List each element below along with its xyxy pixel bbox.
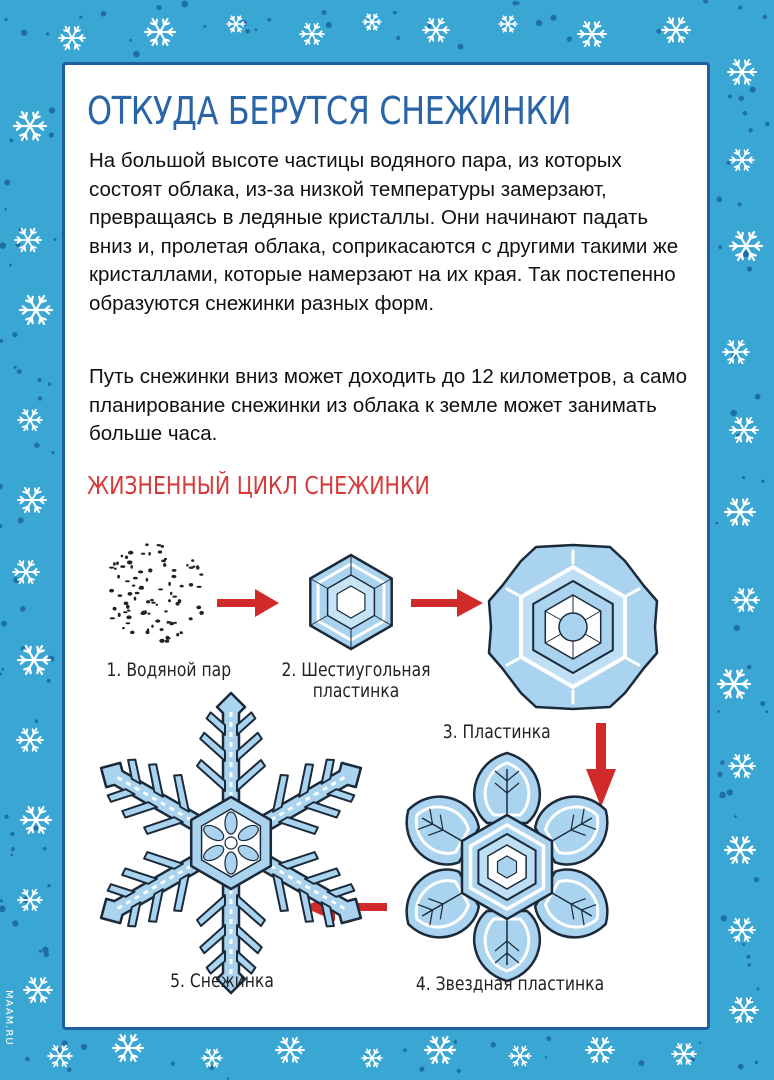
water-vapor-icon xyxy=(109,543,204,643)
frame-dot xyxy=(21,29,28,36)
frame-dot xyxy=(454,1040,458,1044)
frame-dot xyxy=(255,28,258,31)
stage-5-label: 5. Снежинка xyxy=(170,970,274,992)
paragraph-path: Путь снежинки вниз может доходить до 12 километров, а само планирование снежинки из облака к земле может занимать больше часа. xyxy=(89,365,688,446)
frame-dot xyxy=(717,710,720,713)
frame-dot xyxy=(0,673,2,676)
vapor-droplet xyxy=(196,606,201,610)
dendrite-arm xyxy=(197,693,265,813)
vapor-droplet xyxy=(165,640,170,643)
snowflake-icon xyxy=(362,1049,382,1066)
frame-dot xyxy=(703,0,708,4)
frame-dot xyxy=(54,238,57,241)
snowflake-icon xyxy=(725,499,755,525)
hexagonal-plate-icon xyxy=(310,555,391,649)
vapor-droplet xyxy=(157,544,162,546)
snowflake-icon xyxy=(276,1038,304,1062)
vapor-droplet xyxy=(135,592,140,595)
frame-dot xyxy=(25,1057,30,1062)
vapor-droplet xyxy=(114,568,117,570)
vapor-droplet xyxy=(138,570,143,573)
vapor-droplet xyxy=(146,630,150,634)
frame-dot xyxy=(11,854,14,857)
vapor-droplet xyxy=(122,627,125,629)
frame-dot xyxy=(38,396,42,400)
vapor-droplet xyxy=(191,559,194,562)
frame-dot xyxy=(49,132,54,137)
frame-dot xyxy=(2,668,5,671)
vapor-droplet xyxy=(126,605,130,609)
stage-2-label-line2: пластинка xyxy=(312,680,400,702)
frame-dot xyxy=(545,1056,547,1058)
frame-dot xyxy=(9,139,13,143)
vapor-droplet xyxy=(148,568,152,572)
frame-dot xyxy=(747,665,752,670)
paragraph-formation: На большой высоте частицы водяного пара, из которых состоят облака, из-за низкой температуры замерзают, превращаясь в ледяные кристаллы. Они начинают падать вниз и, пролетая облака, соприкасаются с другими такими же кристаллами, которые намерзают на их края. Так постепенно образуются снежинки разных форм. xyxy=(89,149,679,315)
frame-dot xyxy=(39,950,42,953)
vapor-droplet xyxy=(120,565,125,568)
frame-dot xyxy=(203,25,206,28)
vapor-droplet xyxy=(163,563,166,567)
frame-dot xyxy=(727,789,733,795)
snowflake-icon xyxy=(499,16,517,32)
frame-dot xyxy=(730,410,737,417)
frame-dot xyxy=(171,1062,175,1066)
lifecycle-diagram xyxy=(65,65,707,1027)
vapor-droplet xyxy=(139,587,144,589)
frame-dot xyxy=(551,15,557,21)
snowflake-icon xyxy=(18,890,42,911)
frame-dot xyxy=(42,947,49,954)
frame-dot xyxy=(457,1069,461,1073)
snowflake-icon xyxy=(728,60,756,84)
vapor-droplet xyxy=(161,545,164,548)
vapor-droplet xyxy=(196,565,199,569)
frame-dot xyxy=(133,51,140,58)
frame-dot xyxy=(746,955,750,959)
vapor-droplet xyxy=(109,589,114,593)
snowflake-icon xyxy=(17,729,43,752)
vapor-droplet xyxy=(116,562,119,566)
stellar-petal xyxy=(474,911,540,981)
snowflake-icon xyxy=(725,837,755,863)
frame-dot xyxy=(9,264,12,267)
frame-dot xyxy=(458,44,464,50)
vapor-droplet xyxy=(126,622,131,624)
vapor-droplet xyxy=(156,604,159,606)
frame-dot xyxy=(17,369,22,374)
snowflake-icon xyxy=(202,1049,222,1066)
frame-dot xyxy=(129,39,132,42)
frame-dot xyxy=(35,719,38,722)
vapor-droplet xyxy=(189,583,193,587)
stage-2-label-line1: 2. Шестиугольная xyxy=(281,659,431,681)
vapor-droplet xyxy=(125,580,130,582)
vapor-droplet xyxy=(127,610,130,612)
vapor-droplet xyxy=(134,597,137,601)
frame-dot xyxy=(47,884,50,887)
snowflake-icon xyxy=(20,296,52,324)
watermark: MAAM.RU xyxy=(3,990,14,1046)
frame-dot xyxy=(10,832,14,836)
vapor-droplet xyxy=(159,639,164,643)
frame-dot xyxy=(718,245,722,249)
frame-dot xyxy=(546,1036,551,1041)
snowflake-icon xyxy=(113,1035,143,1061)
arrow-right-icon xyxy=(411,589,483,617)
frame-dot xyxy=(48,382,51,385)
frame-dot xyxy=(755,1061,759,1065)
vapor-droplet xyxy=(147,613,150,615)
frame-dot xyxy=(719,792,726,799)
vapor-droplet xyxy=(128,592,133,596)
snowflake-icon xyxy=(18,410,42,431)
frame-dot xyxy=(34,826,39,831)
vapor-droplet xyxy=(168,599,171,602)
snowflake-icon xyxy=(729,919,755,942)
vapor-droplet xyxy=(113,562,116,565)
vapor-droplet xyxy=(124,602,129,606)
snowflake-icon xyxy=(363,14,381,30)
frame-dot xyxy=(747,266,752,271)
vapor-droplet xyxy=(146,578,149,582)
vapor-droplet xyxy=(118,594,123,597)
frame-dot xyxy=(156,5,161,10)
vapor-droplet xyxy=(180,585,184,588)
frame-dot xyxy=(717,772,722,777)
vapor-droplet xyxy=(113,607,117,611)
frame-dot xyxy=(81,1044,87,1050)
frame-dot xyxy=(491,1042,496,1047)
vapor-droplet xyxy=(170,592,172,595)
vapor-droplet xyxy=(151,602,155,604)
vapor-droplet xyxy=(186,564,188,567)
snowflake-icon xyxy=(18,488,46,512)
frame-dot xyxy=(79,16,82,19)
snowflake-icon xyxy=(425,1037,455,1063)
vapor-droplet xyxy=(164,610,167,612)
snowflake-icon xyxy=(14,112,46,140)
frame-dot xyxy=(245,29,250,34)
vapor-droplet xyxy=(125,556,128,559)
snowflake-icon xyxy=(423,19,449,42)
frame-dot xyxy=(742,943,745,946)
dendrite-snowflake-icon xyxy=(84,693,378,993)
snowflake-icon xyxy=(578,22,606,46)
frame-dot xyxy=(18,518,24,524)
snowflake-icon xyxy=(586,1038,614,1062)
frame-dot xyxy=(47,679,51,683)
vapor-droplet xyxy=(123,611,127,613)
vapor-droplet xyxy=(109,567,114,569)
vapor-droplet xyxy=(172,569,177,572)
frame-dot xyxy=(4,208,7,211)
snowflake-icon xyxy=(730,418,758,442)
frame-dot xyxy=(754,877,759,882)
snowflake-icon xyxy=(509,1047,531,1066)
snowflake-icon xyxy=(730,150,754,171)
stellar-petal xyxy=(474,753,540,823)
frame-dot xyxy=(4,180,10,186)
vapor-droplet xyxy=(168,582,171,586)
frame-dot xyxy=(760,701,765,706)
vapor-droplet xyxy=(141,553,145,555)
frame-dot xyxy=(12,920,18,926)
frame-dot xyxy=(743,111,748,116)
vapor-droplet xyxy=(196,586,201,588)
vapor-droplet xyxy=(117,575,120,579)
vapor-droplet xyxy=(199,573,203,575)
frame-dot xyxy=(742,476,745,479)
frame-dot xyxy=(738,6,742,10)
frame-dot xyxy=(321,10,326,15)
frame-dot xyxy=(738,202,742,206)
frame-dot xyxy=(0,242,6,249)
vapor-droplet xyxy=(150,599,154,601)
vapor-droplet xyxy=(180,631,183,634)
vapor-droplet xyxy=(155,619,160,622)
vapor-droplet xyxy=(128,551,133,555)
vapor-droplet xyxy=(167,637,171,639)
vapor-droplet xyxy=(151,625,153,628)
vapor-droplet xyxy=(118,613,121,617)
frame-dot xyxy=(46,32,49,35)
snowflake-icon xyxy=(300,24,324,45)
frame-dot xyxy=(43,847,47,851)
frame-dot xyxy=(268,18,272,22)
frame-dot xyxy=(728,95,732,99)
frame-dot xyxy=(0,906,6,913)
vapor-droplet xyxy=(176,633,179,637)
frame-dot xyxy=(715,522,718,525)
snowflake-icon xyxy=(718,670,750,698)
frame-dot xyxy=(639,1060,645,1066)
frame-dot xyxy=(761,480,764,483)
frame-dot xyxy=(699,1042,701,1044)
frame-dot xyxy=(326,22,332,28)
frame-dot xyxy=(734,815,737,818)
vapor-droplet xyxy=(161,560,166,563)
frame-dot xyxy=(11,847,15,851)
frame-dot xyxy=(12,332,17,337)
frame-dot xyxy=(14,366,17,369)
snowflake-icon xyxy=(723,341,749,364)
frame-dot xyxy=(765,710,768,713)
frame-dot xyxy=(403,1048,407,1052)
vapor-droplet xyxy=(148,552,151,556)
vapor-droplet xyxy=(189,617,193,620)
frame-dot xyxy=(101,11,107,17)
frame-dot xyxy=(734,625,740,631)
frame-dot xyxy=(765,122,769,126)
frame-dot xyxy=(750,87,756,93)
snowflake-icon xyxy=(733,589,759,612)
frame-dot xyxy=(567,37,572,42)
arrow-right-icon xyxy=(217,589,279,617)
frame-dot xyxy=(1,621,7,627)
frame-dot xyxy=(727,161,731,165)
frame-dot xyxy=(419,1067,424,1072)
frame-dot xyxy=(748,963,751,966)
vapor-droplet xyxy=(199,611,204,615)
frame-dot xyxy=(0,524,2,528)
snowflake-icon xyxy=(59,27,85,50)
snowflake-icon xyxy=(145,19,175,45)
stage-3-label: 3. Пластинка xyxy=(442,721,551,743)
frame-dot xyxy=(0,899,3,902)
frame-dot xyxy=(227,1077,229,1079)
frame-dot xyxy=(656,29,661,34)
frame-dot xyxy=(721,915,727,921)
vapor-droplet xyxy=(160,628,164,631)
frame-dot xyxy=(716,197,722,203)
frame-dot xyxy=(757,988,760,991)
vapor-droplet xyxy=(171,575,176,578)
vapor-droplet xyxy=(172,596,177,598)
frame-dot xyxy=(20,606,26,612)
vapor-droplet xyxy=(192,566,195,568)
vapor-droplet xyxy=(130,631,135,635)
frame-dot xyxy=(513,1,518,6)
vapor-droplet xyxy=(146,600,150,603)
vapor-droplet xyxy=(141,611,145,615)
plate-icon xyxy=(489,545,657,709)
vapor-droplet xyxy=(110,617,115,619)
page-title: ОТКУДА БЕРУТСЯ СНЕЖИНКИ xyxy=(87,89,572,133)
frame-dot xyxy=(749,128,753,132)
vapor-droplet xyxy=(127,560,133,564)
frame-dot xyxy=(34,443,39,448)
vapor-droplet xyxy=(176,602,180,606)
snowflake-icon xyxy=(662,18,690,42)
snowflake-icon xyxy=(729,755,755,778)
frame-dot xyxy=(393,11,397,15)
frame-dot xyxy=(0,339,3,343)
vapor-droplet xyxy=(145,543,149,546)
frame-dot xyxy=(738,1064,744,1070)
arrow-down-icon xyxy=(586,723,616,807)
frame-dot xyxy=(720,760,724,764)
vapor-droplet xyxy=(132,585,136,587)
stage-4-label: 4. Звездная пластинка xyxy=(415,973,605,995)
vapor-droplet xyxy=(133,577,138,580)
snowflake-icon xyxy=(15,229,41,252)
frame-dot xyxy=(738,96,744,102)
stage-1-label: 1. Водяной пар xyxy=(106,659,232,681)
frame-dot xyxy=(38,378,42,382)
frame-dot xyxy=(4,815,8,819)
frame-dot xyxy=(52,451,55,454)
frame-dot xyxy=(755,394,761,400)
vapor-droplet xyxy=(130,565,133,569)
vapor-droplet xyxy=(158,588,163,590)
lifecycle-subtitle: ЖИЗНЕННЫЙ ЦИКЛ СНЕЖИНКИ xyxy=(87,471,430,500)
vapor-droplet xyxy=(121,555,124,558)
frame-dot xyxy=(4,18,7,21)
frame-dot xyxy=(0,484,3,490)
snowflake-icon xyxy=(227,16,245,32)
frame-dot xyxy=(763,15,767,19)
frame-dot xyxy=(49,107,55,113)
vapor-droplet xyxy=(158,550,162,553)
frame-dot xyxy=(67,1068,71,1072)
frame-dot xyxy=(427,24,431,28)
snowflake-icon xyxy=(24,978,52,1002)
snowflake-icon xyxy=(730,998,758,1022)
stellar-plate-icon xyxy=(392,753,622,981)
stage-2-label xyxy=(278,660,434,702)
frame-dot xyxy=(181,1,188,8)
vapor-droplet xyxy=(126,615,131,619)
vapor-droplet xyxy=(170,622,174,625)
frame-dot xyxy=(396,36,400,40)
content-card xyxy=(62,62,710,1030)
frame-dot xyxy=(536,20,542,26)
